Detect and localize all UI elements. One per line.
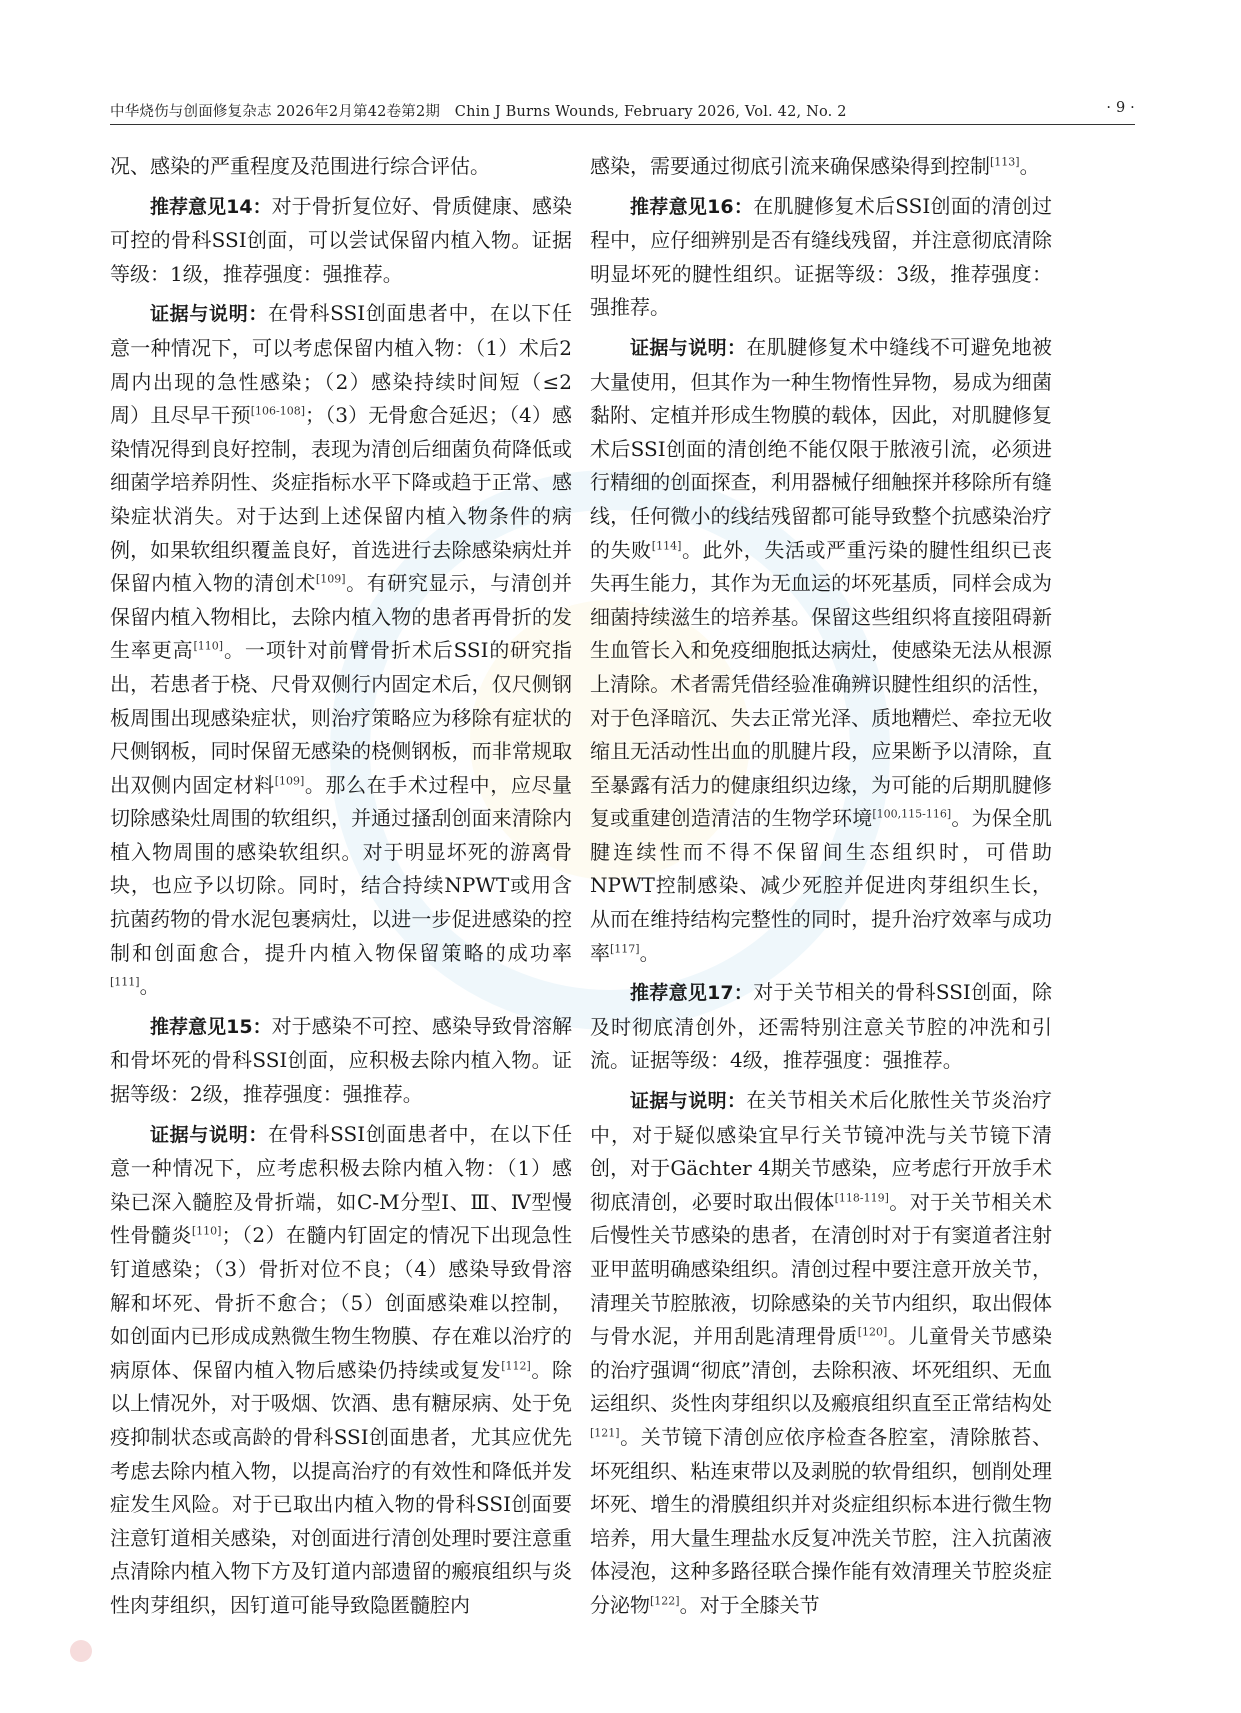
citation-ref: [110] <box>191 1224 222 1238</box>
citation-ref: [118-119] <box>834 1191 889 1205</box>
recommendation-title: 推荐意见17： <box>630 982 754 1005</box>
evidence-title: 证据与说明： <box>150 1123 269 1146</box>
journal-citation: 中华烧伤与创面修复杂志 2026年2月第42卷第2期 Chin J Burns Wounds, February 2026, Vol. 42, No. 2 <box>110 104 847 120</box>
evidence-title: 证据与说明： <box>630 336 747 359</box>
left-column <box>110 150 572 1629</box>
citation-ref: [111] <box>110 975 140 989</box>
citation-ref: [120] <box>857 1325 888 1339</box>
citation-ref: [122] <box>650 1594 680 1608</box>
recommendation-text: 对于关节相关的骨科SSI创面，除及时彻底清创外，还需特别注意关节腔的冲洗和引流。证据等级：4级，推荐强度：强推荐。 <box>590 980 1052 1073</box>
page-number: · 9 · <box>1106 100 1135 116</box>
right-column <box>590 150 1052 1629</box>
recommendation-title: 推荐意见14： <box>150 195 272 218</box>
publisher-logo-watermark <box>70 1640 460 1664</box>
evidence-16: 证据与说明：在肌腱修复术中缝线不可避免地被大量使用，但其作为一种生物惰性异物，易成为细菌黏附、定植并形成生物膜的载体，因此，对肌腱修复术后SSI创面的清创绝不能仅限于脓液引流，必须进行精细的创面探查，利用器械仔细触探并移除所有缝线，任何微小的线结残留都可能导致整个抗感染治疗的失败[114]。此外，失活或严重污染的腱性组织已丧失再生能力，其作为无血运的坏死基质，同样会成为细菌持续滋生的培养基。保留这些组织将直接阻碍新生血管长入和免疫细胞抵达病灶，使感染无法从根源上清除。术者需凭借经验准确辨识腱性组织的活性，对于色泽暗沉、失去正常光泽、质地糟烂、牵拉无收缩且无活动性出血的肌腱片段，应果断予以清除，直至暴露有活力的健康组织边缘，为可能的后期肌腱修复或重建创造清洁的生物学环境[100,115-116]。为保全肌腱连续性而不得不保留间生态组织时，可借助NPWT控制感染、减少死腔并促进肉芽组织生长，从而在维持结构完整性的同时，提升治疗效率与成功率[117]。 <box>590 334 1053 965</box>
evidence-17: 证据与说明：在关节相关术后化脓性关节炎治疗中，对于疑似感染宜早行关节镜冲洗与关节镜下清创，对于Gächter 4期关节感染，应考虑行开放手术彻底清创，必要时取出假体[118-119]。对于关节相关术后慢性关节感染的患者，在清创时对于有窦道者注射亚甲蓝明确感染组织。清创过程中要注意开放关节，清理关节腔脓液，切除感染的关节内组织，取出假体与骨水泥，并用刮匙清理骨质[120]。儿童骨关节感染的治疗强调“彻底”清创，去除积液、坏死组织、无血运组织、炎性肉芽组织以及瘢痕组织直至正常结构处[121]。关节镜下清创应依序检查各腔室，清除脓苔、坏死组织、粘连束带以及剥脱的软骨组织，刨削处理坏死、增生的滑膜组织并对炎症组织标本进行微生物培养，用大量生理盐水反复冲洗关节腔，注入抗菌液体浸泡，这种多路径联合操作能有效清理关节腔炎症分泌物[122]。对于全膝关节 <box>590 1088 1053 1617</box>
citation-ref: [121] <box>590 1426 620 1440</box>
citation-ref: [110] <box>193 639 224 653</box>
citation-ref: [117] <box>610 942 640 955</box>
flower-emblem-icon <box>70 1640 92 1662</box>
header-rule <box>110 124 1135 125</box>
recommendation-title: 推荐意见15： <box>150 1015 272 1038</box>
citation-ref: [113] <box>990 155 1020 169</box>
evidence-title: 证据与说明： <box>630 1090 747 1113</box>
recommendation-text: 对于骨折复位好、骨质健康、感染可控的骨科SSI创面，可以尝试保留内植入物。证据等级：1级，推荐强度：强推荐。 <box>110 193 572 286</box>
citation-ref: [109] <box>315 572 346 586</box>
recommendation-16 <box>590 190 1052 325</box>
recommendation-text: 在肌腱修复术后SSI创面的清创过程中，应仔细辨别是否有缝线残留，并注意彻底清除明显坏死的腱性组织。证据等级：3级，推荐强度：强推荐。 <box>590 193 1052 320</box>
recommendation-text: 对于感染不可控、感染导致骨溶解和骨坏死的骨科SSI创面，应积极去除内植入物。证据等级：2级，推荐强度：强推荐。 <box>110 1013 572 1107</box>
citation-ref: [106-108] <box>250 404 306 418</box>
paragraph-continuation: 况、感染的严重程度及范围进行综合评估。 <box>110 154 490 178</box>
paragraph-continuation: 感染，需要通过彻底引流来确保感染得到控制[113]。 <box>590 154 1040 178</box>
citation-ref: [112] <box>501 1359 531 1373</box>
recommendation-15 <box>110 1010 572 1112</box>
recommendation-title: 推荐意见16： <box>630 195 754 218</box>
citation-ref: [114] <box>651 538 682 552</box>
citation-ref: [100,115-116] <box>872 807 952 821</box>
evidence-title: 证据与说明： <box>150 303 269 326</box>
evidence-15: 证据与说明：在骨科SSI创面患者中，在以下任意一种情况下，应考虑积极去除内植入物：（1）感染已深入髓腔及骨折端，如C-M分型Ⅰ、Ⅲ、Ⅳ型慢性骨髓炎[110]；（2）在髓内钉固定的情况下出现急性钉道感染；（3）骨折对位不良；（4）感染导致骨溶解和坏死、骨折不愈合；（5）创面感染难以控制，如创面内已形成成熟微生物生物膜、存在难以治疗的病原体、保留内植入物后感染仍持续或复发[112]。除以上情况外，对于吸烟、饮酒、患有糖尿病、处于免疫抑制状态或高龄的骨科SSI创面患者，尤其应优先考虑去除内植入物，以提高治疗的有效性和降低并发症发生风险。对于已取出内植入物的骨科SSI创面要注意钉道相关感染，对创面进行清创处理时要注意重点清除内植入物下方及钉道内部遗留的瘢痕组织与炎性肉芽组织，因钉道可能导致隐匿髓腔内 <box>110 1121 573 1617</box>
recommendation-14 <box>110 190 572 292</box>
evidence-14: 证据与说明：在骨科SSI创面患者中，在以下任意一种情况下，可以考虑保留内植入物：（1）术后2周内出现的急性感染；（2）感染持续时间短（≤2周）且尽早干预[106-108]；（3）无骨愈合延迟；（4）感染情况得到良好控制，表现为清创后细菌负荷降低或细菌学培养阴性、炎症指标水平下降或趋于正常、感染症状消失。对于达到上述保留内植入物条件的病例，如果软组织覆盖良好，首选进行去除感染病灶并保留内植入物的清创术[109]。有研究显示，与清创并保留内植入物相比，去除内植入物的患者再骨折的发生率更高[110]。一项针对前臂骨折术后SSI的研究指出，若患者于桡、尺骨双侧行内固定术后，仅尺侧钢板周围出现感染症状，则治疗策略应为移除有症状的尺侧钢板，同时保留无感染的桡侧钢板，而非常规取出双侧内固定材料[109]。那么在手术过程中，应尽量切除感染灶周围的软组织，并通过搔刮创面来清除内植入物周围的感染软组织。对于明显坏死的游离骨块，也应予以切除。同时，结合持续NPWT或用含抗菌药物的骨水泥包裹病灶，以进一步促进感染的控制和创面愈合，提升内植入物保留策略的成功率[111]。 <box>110 301 573 999</box>
recommendation-17 <box>590 976 1052 1078</box>
running-head <box>110 100 1135 121</box>
citation-ref: [109] <box>274 774 305 788</box>
